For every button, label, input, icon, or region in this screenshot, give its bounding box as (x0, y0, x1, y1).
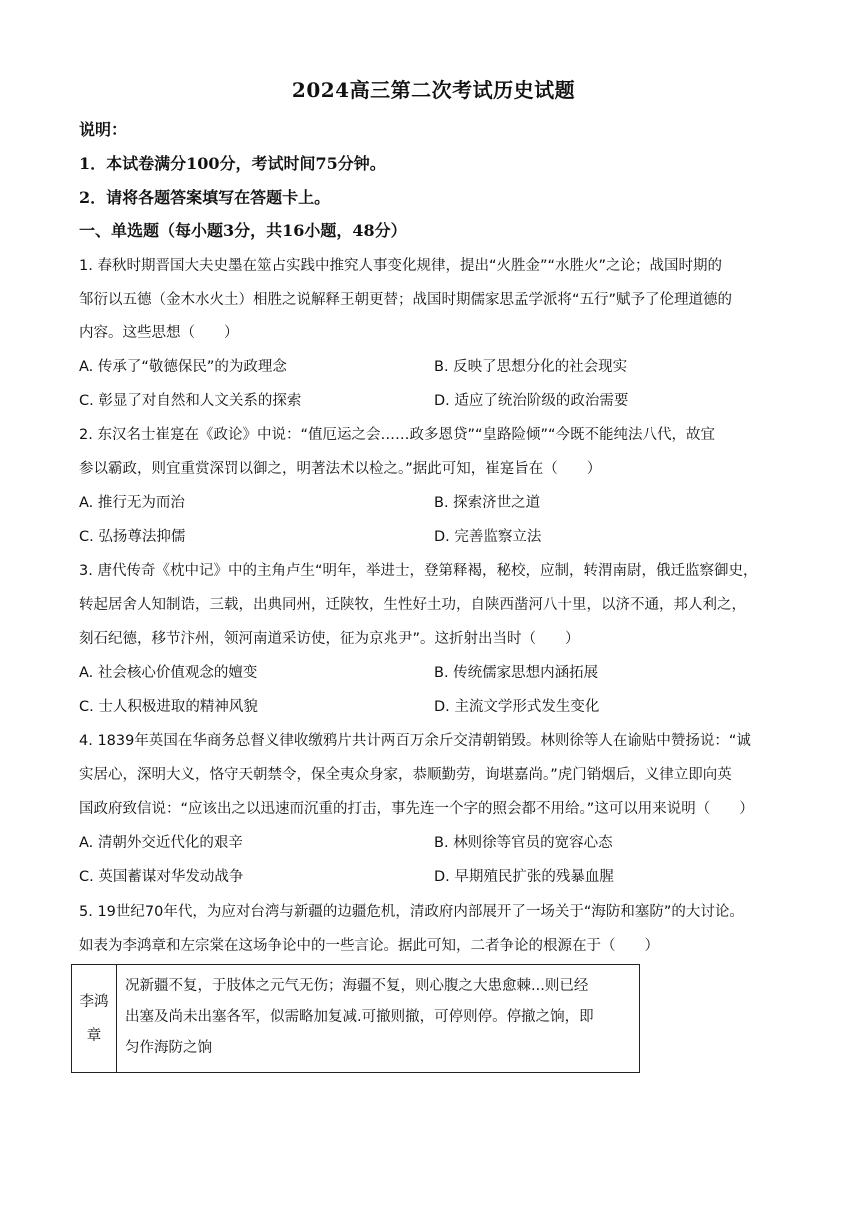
question-1-option-b: B. 反映了思想分化的社会现实 (434, 359, 628, 375)
question-1-option-d: D. 适应了统治阶级的政治需要 (434, 393, 629, 409)
question-3-option-b: B. 传统儒家思想内涵拓展 (434, 665, 599, 681)
question-3-stem-line-1: 3. 唐代传奇《枕中记》中的主角卢生“明年，举进士，登第释褐，秘校，应制，转渭南尉，俄迁监察御史， (79, 563, 758, 579)
question-4-option-d: D. 早期殖民扩张的残暴血腥 (434, 869, 614, 885)
question-1-option-c: C. 彰显了对自然和人文关系的探索 (79, 393, 302, 409)
notes-heading: 说明： (79, 120, 128, 139)
question-3-option-c: C. 士人积极进取的精神风貌 (79, 699, 258, 715)
question-3-option-a: A. 社会核心价值观念的嬗变 (79, 665, 258, 681)
table-quote-line-2: 出塞及尚未出塞各军，似需略加复减.可撤则撤，可停则停。停撤之饷，即 (125, 1009, 594, 1025)
question-1-stem-line-1: 1. 春秋时期晋国大夫史墨在筮占实践中推究人事变化规律，提出“火胜金”“水胜火”之论；战国时期的 (79, 258, 722, 274)
question-1-stem-line-3: 内容。这些思想（ ） (79, 325, 239, 341)
question-4-stem-line-2: 实居心，深明大义，恪守天朝禁令，保全夷众身家，恭顺勤劳，询堪嘉尚。”虎门销烟后，义律立即向英 (79, 767, 732, 783)
table-quote-cell (117, 965, 640, 1073)
question-3-stem-line-2: 转起居舍人知制诰，三载，出典同州，迁陕牧，生性好土功，自陕西凿河八十里，以济不通，邦人利之， (79, 597, 746, 613)
question-4-option-b: B. 林则徐等官员的宽容心态 (434, 835, 613, 851)
question-4-stem-line-1: 4. 1839年英国在华商务总督义律收缴鸦片共计两百万余斤交清朝销毁。林则徐等人在谕贴中赞扬说：“诚 (79, 733, 751, 749)
table-person-line-2: 章 (86, 1027, 102, 1044)
question-5-stem-line-1: 5. 19世纪70年代，为应对台湾与新疆的边疆危机，清政府内部展开了一场关于“海防和塞防”的大讨论。 (79, 904, 744, 920)
question-2-option-c: C. 弘扬尊法抑儒 (79, 529, 186, 545)
table-person-line-1: 李鸿 (79, 993, 109, 1010)
page-title: 2024高三第二次考试历史试题 (291, 78, 576, 102)
question-3-stem-line-3: 刻石纪德，移节汴州，领河南道采访使，征为京兆尹”。这折射出当时（ ） (79, 631, 580, 647)
question-2-stem-line-1: 2. 东汉名士崔寔在《政论》中说：“值厄运之会……政多恩贷”“皇路险倾”“今既不能纯法八代，故宜 (79, 427, 715, 443)
question-2-option-b: B. 探索济世之道 (434, 495, 541, 511)
question-5-stem-line-2: 如表为李鸿章和左宗棠在这场争论中的一些言论。据此可知，二者争论的根源在于（ ） (79, 938, 659, 954)
question-2-option-d: D. 完善监察立法 (434, 529, 542, 545)
table-quote-line-3: 匀作海防之饷 (125, 1040, 212, 1056)
question-2-stem-line-2: 参以霸政，则宜重赏深罚以御之，明著法术以检之。”据此可知，崔寔旨在（ ） (79, 461, 602, 477)
table-row (72, 965, 640, 1073)
table-person-cell (72, 965, 117, 1073)
question-3-option-d: D. 主流文学形式发生变化 (434, 699, 600, 715)
question-4-option-c: C. 英国蓄谋对华发动战争 (79, 869, 244, 885)
question-1-option-a: A. 传承了“敬德保民”的为政理念 (79, 359, 287, 375)
section-heading: 一、单选题（每小题3分，共16小题，48分） (79, 221, 407, 240)
table-quote-line-1: 况新疆不复，于肢体之元气无伤；海疆不复，则心腹之大患愈棘...则已经 (125, 978, 589, 994)
question-4-option-a: A. 清朝外交近代化的艰辛 (79, 835, 243, 851)
note-item-1: 1．本试卷满分100分，考试时间75分钟。 (79, 154, 386, 173)
question-1-stem-line-2: 邹衍以五德（金木水火土）相胜之说解释王朝更替；战国时期儒家思孟学派将“五行”赋予了伦理道德的 (79, 292, 733, 308)
question-2-option-a: A. 推行无为而治 (79, 495, 185, 511)
quotes-table (71, 964, 640, 1073)
question-4-stem-line-3: 国政府致信说：“应该出之以迅速而沉重的打击，事先连一个字的照会都不用给。”这可以用来说明（ ） (79, 801, 754, 817)
note-item-2: 2．请将各题答案填写在答题卡上。 (79, 188, 331, 207)
